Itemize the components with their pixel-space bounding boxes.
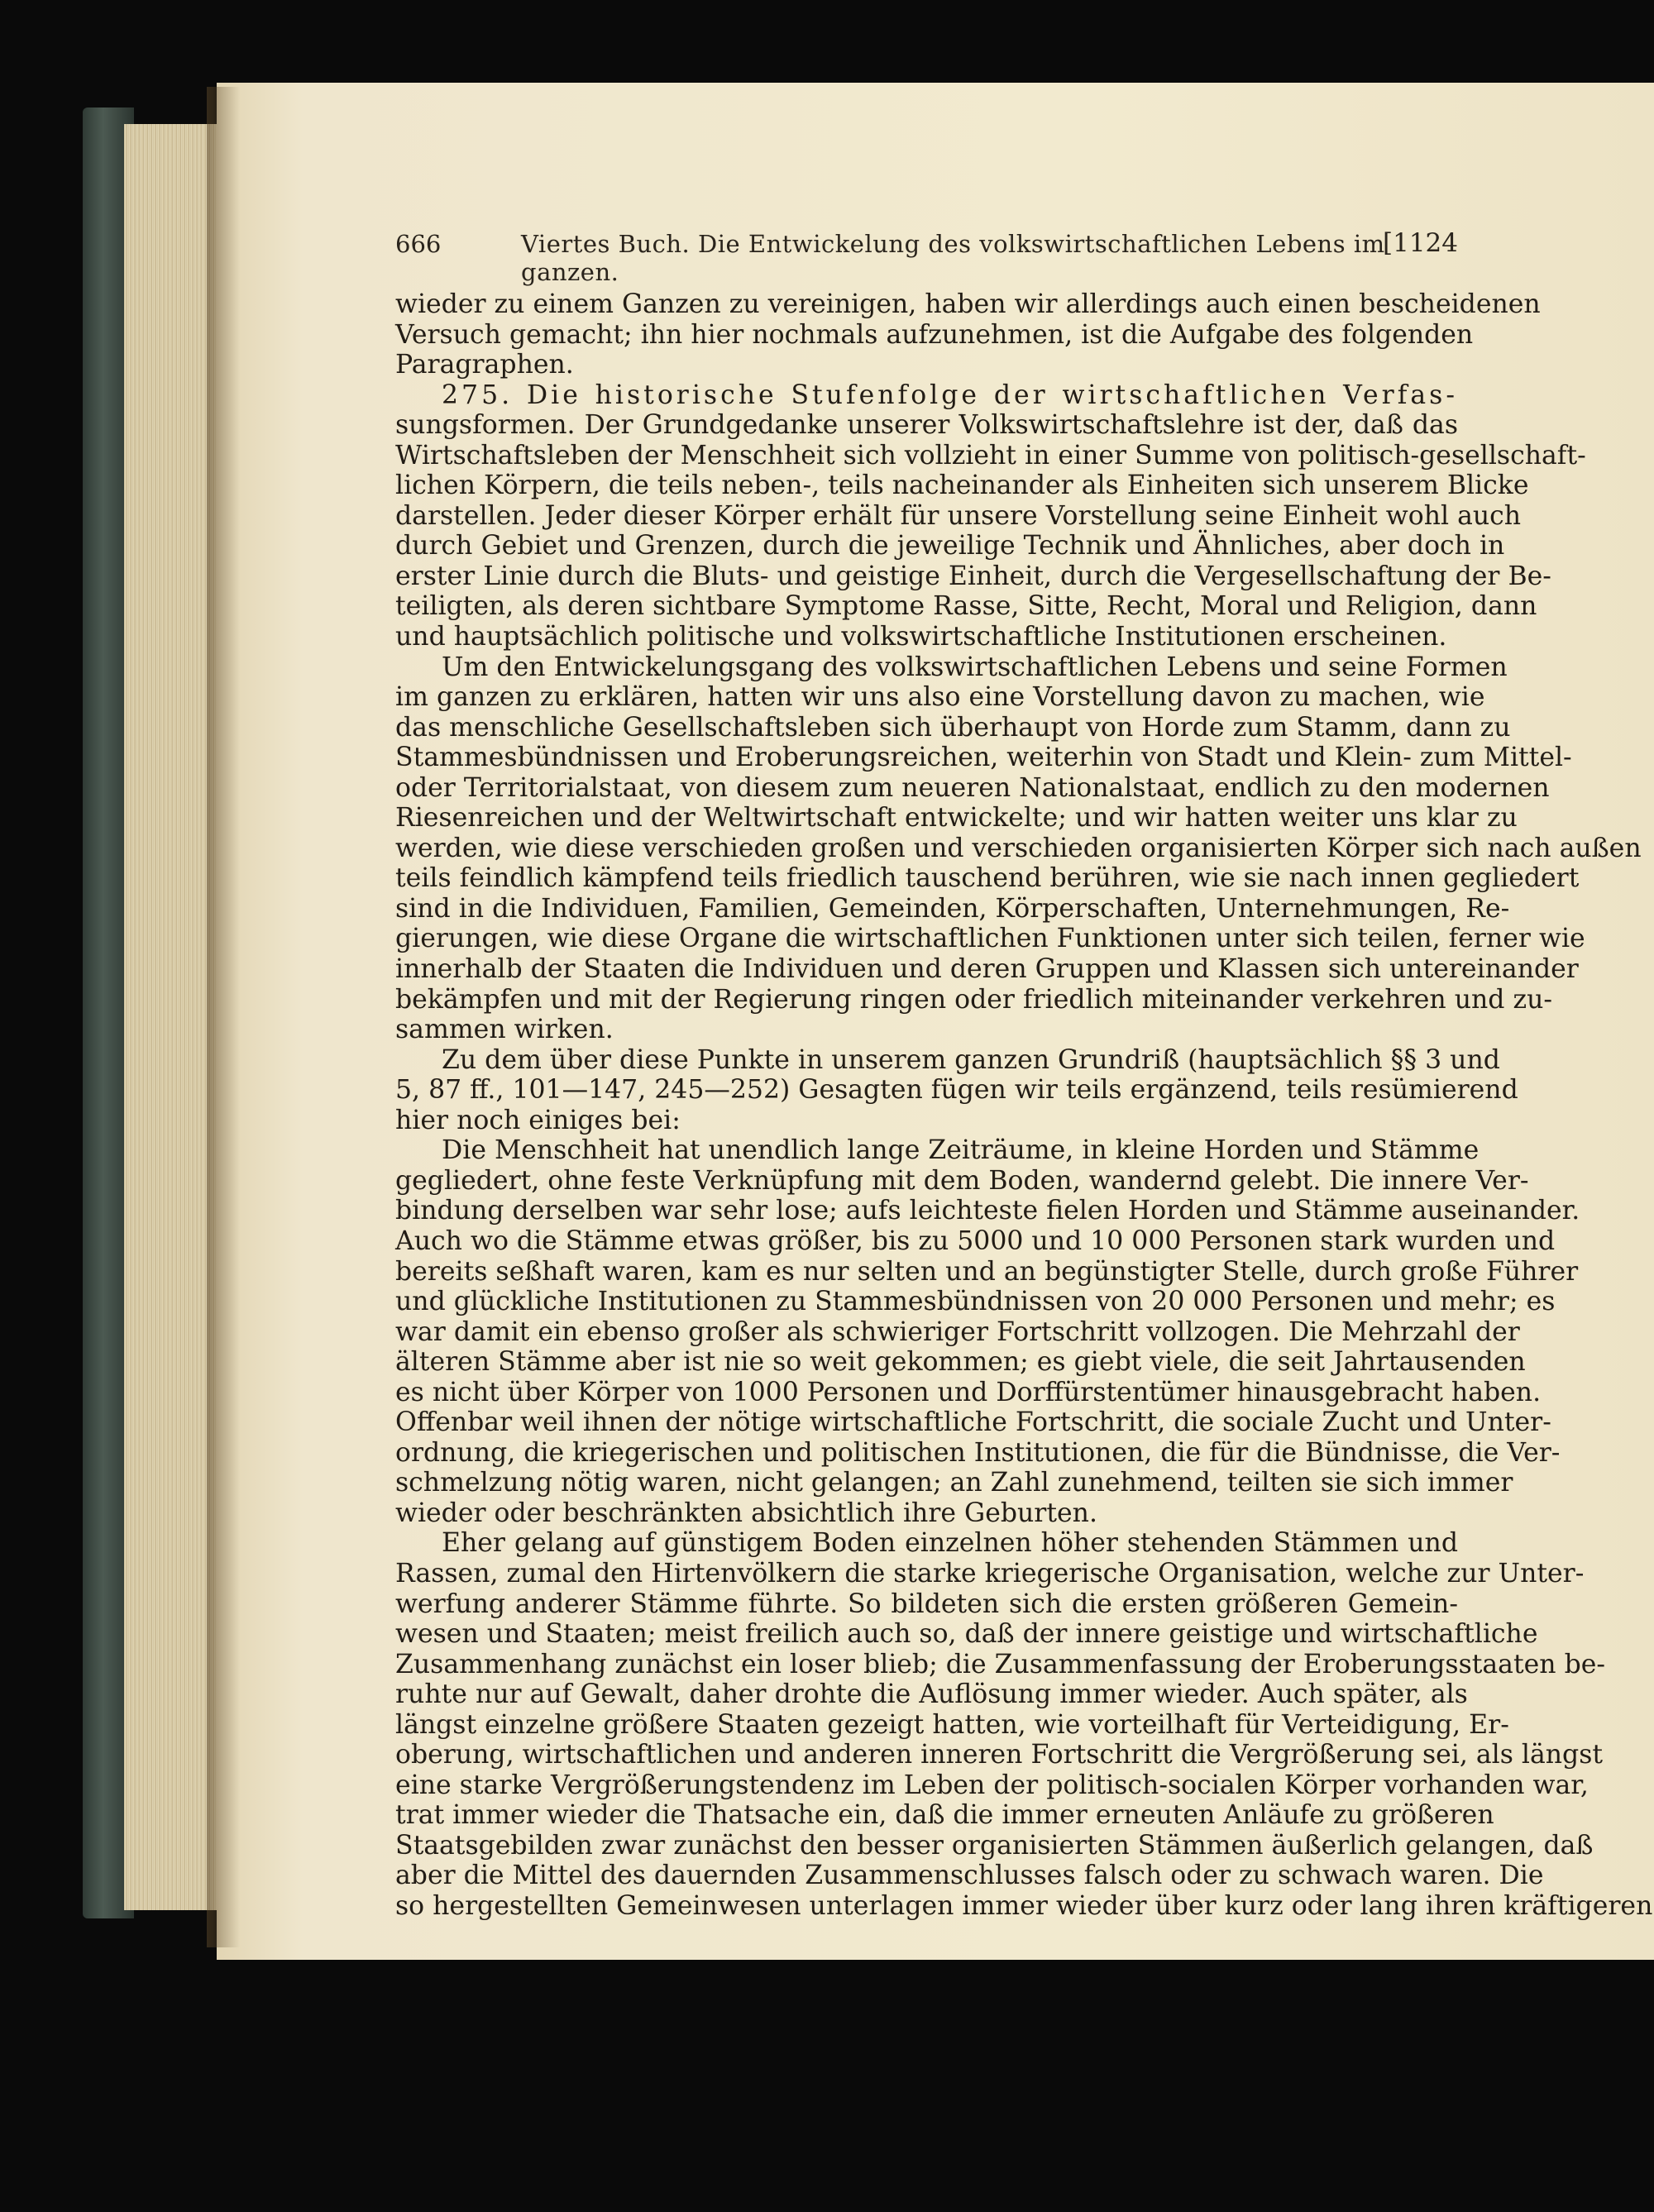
text-line: es nicht über Körper von 1000 Personen und Dorffürstentümer hinausgebracht haben. [395,1377,1542,1407]
text-line: sind in die Individuen, Familien, Gemeinden, Körperschaften, Unternehmungen, Re- [395,893,1510,924]
text-line: Die Menschheit hat unendlich lange Zeiträume, in kleine Horden und Stämme [442,1135,1480,1166]
gutter-shadow [207,87,240,1947]
text-line: eine starke Vergrößerungstendenz im Leben der politisch-socialen Körper vorhanden war, [395,1770,1589,1800]
page-number-right: [1124 [1383,228,1458,258]
text-line: im ganzen zu erklären, hatten wir uns also eine Vorstellung davon zu machen, wie [395,682,1485,713]
text-line: schmelzung nötig waren, nicht gelangen; an Zahl zunehmend, teilten sie sich immer [395,1468,1513,1498]
page-number-left: 666 [395,230,442,258]
text-line: ordnung, die kriegerischen und politischen Institutionen, die für die Bündnisse, die Ver- [395,1437,1561,1468]
text-line: Paragraphen. [395,350,574,380]
text-line: bindung derselben war sehr lose; aufs leichteste fielen Horden und Stämme auseinander. [395,1196,1580,1226]
text-line: Wirtschaftsleben der Menschheit sich vollzieht in einer Summe von politisch-gesellschaft- [395,440,1586,471]
text-line: darstellen. Jeder dieser Körper erhält für unsere Vorstellung seine Einheit wohl auch [395,500,1522,531]
text-line: und hauptsächlich politische und volkswirtschaftliche Institutionen erscheinen. [395,622,1447,652]
text-line: wieder oder beschränkten absichtlich ihre Geburten. [395,1498,1097,1528]
text-line: und glückliche Institutionen zu Stammesbündnissen von 20 000 Personen und mehr; es [395,1287,1556,1317]
text-line: trat immer wieder die Thatsache ein, daß die immer erneuten Anläufe zu größeren [395,1800,1494,1831]
text-line: Versuch gemacht; ihn hier nochmals aufzunehmen, ist die Aufgabe des folgenden [395,319,1474,350]
text-line: oder Territorialstaat, von diesem zum neueren Nationalstaat, endlich zu den modernen [395,772,1550,803]
text-line: werfung anderer Stämme führte. So bildeten sich die ersten größeren Gemein- [395,1589,1458,1619]
text-line: längst einzelne größere Staaten gezeigt hatten, wie vorteilhaft für Verteidigung, Er- [395,1709,1509,1740]
text-line: lichen Körpern, die teils neben-, teils nacheinander als Einheiten sich unserem Blicke [395,471,1529,501]
running-title: Viertes Buch. Die Entwickelung des volkswirtschaftlichen Lebens im ganzen. [521,230,1385,286]
text-line: sammen wirken. [395,1015,614,1045]
text-line: ruhte nur auf Gewalt, daher drohte die Auflösung immer wieder. Auch später, als [395,1679,1468,1710]
text-line: erster Linie durch die Bluts- und geistige Einheit, durch die Vergesellschaftung der Be- [395,561,1551,591]
text-line: Rassen, zumal den Hirtenvölkern die starke kriegerische Organisation, welche zur Unter- [395,1558,1585,1589]
text-line: Offenbar weil ihnen der nötige wirtschaftliche Fortschritt, die sociale Zucht und Unter- [395,1407,1551,1438]
text-line: 5, 87 ff., 101—147, 245—252) Gesagten fügen wir teils ergänzend, teils resümierend [395,1075,1518,1106]
text-line: Um den Entwickelungsgang des volkswirtschaftlichen Lebens und seine Formen [442,652,1508,682]
text-line: war damit ein ebenso großer als schwieriger Fortschritt vollzogen. Die Mehrzahl der [395,1316,1520,1347]
text-line: bekämpfen und mit der Regierung ringen oder friedlich miteinander verkehren und zu- [395,984,1552,1015]
text-line: sungsformen. Der Grundgedanke unserer Volkswirtschaftslehre ist der, daß das [395,410,1458,441]
text-line: oberung, wirtschaftlichen und anderen inneren Fortschritt die Vergrößerung sei, als längst [395,1740,1604,1770]
text-line: so hergestellten Gemeinwesen unterlagen immer wieder über kurz oder lang ihren kräftigeren [395,1890,1653,1921]
text-line: werden, wie diese verschieden großen und verschieden organisierten Körper sich nach außen [395,833,1642,863]
text-line: teils feindlich kämpfend teils friedlich tauschend berühren, wie sie nach innen gegliedert [395,863,1580,894]
text-line: gierungen, wie diese Organe die wirtschaftlichen Funktionen unter sich teilen, ferner wie [395,924,1585,954]
text-line: innerhalb der Staaten die Individuen und deren Gruppen und Klassen sich untereinander [395,954,1579,985]
text-line: älteren Stämme aber ist nie so weit gekommen; es giebt viele, die seit Jahrtausenden [395,1347,1526,1378]
text-line: Zu dem über diese Punkte in unserem ganzen Grundriß (hauptsächlich §§ 3 und [442,1044,1500,1075]
text-line: Staatsgebilden zwar zunächst den besser organisierten Stämmen äußerlich gelangen, daß [395,1830,1594,1861]
text-line: aber die Mittel des dauernden Zusammenschlusses falsch oder zu schwach waren. Die [395,1861,1544,1891]
text-line: Riesenreichen und der Weltwirtschaft entwickelte; und wir hatten weiter uns klar zu [395,803,1518,834]
text-line: das menschliche Gesellschaftsleben sich überhaupt von Horde zum Stamm, dann zu [395,712,1511,743]
running-head [395,222,1458,286]
text-line: Eher gelang auf günstigem Boden einzelnen höher stehenden Stämmen und [442,1528,1458,1559]
text-line: teiligten, als deren sichtbare Symptome Rasse, Sitte, Recht, Moral und Religion, dann [395,591,1537,622]
text-line: wieder zu einem Ganzen zu vereinigen, haben wir allerdings auch einen bescheidenen [395,289,1541,319]
text-line: hier noch einiges bei: [395,1105,681,1135]
text-line: durch Gebiet und Grenzen, durch die jeweilige Technik und Ähnliches, aber doch in [395,531,1505,561]
text-line: Zusammenhang zunächst ein loser blieb; die Zusammenfassung der Eroberungsstaaten be- [395,1649,1606,1679]
text-line: gegliedert, ohne feste Verknüpfung mit dem Boden, wandernd gelebt. Die innere Ver- [395,1165,1529,1196]
text-line: bereits seßhaft waren, kam es nur selten und an begünstigter Stelle, durch große Führer [395,1256,1579,1287]
section-heading-line: 275. Die historische Stufenfolge der wirtschaftlichen Verfas- [442,380,1458,410]
text-line: Auch wo die Stämme etwas größer, bis zu 5000 und 10 000 Personen stark wurden und [395,1225,1556,1256]
text-line: Stammesbündnissen und Eroberungsreichen, weiterhin von Stadt und Klein- zum Mittel- [395,743,1572,773]
text-line: wesen und Staaten; meist freilich auch so, daß der innere geistige und wirtschaftliche [395,1619,1538,1650]
body-text [395,289,1653,1922]
